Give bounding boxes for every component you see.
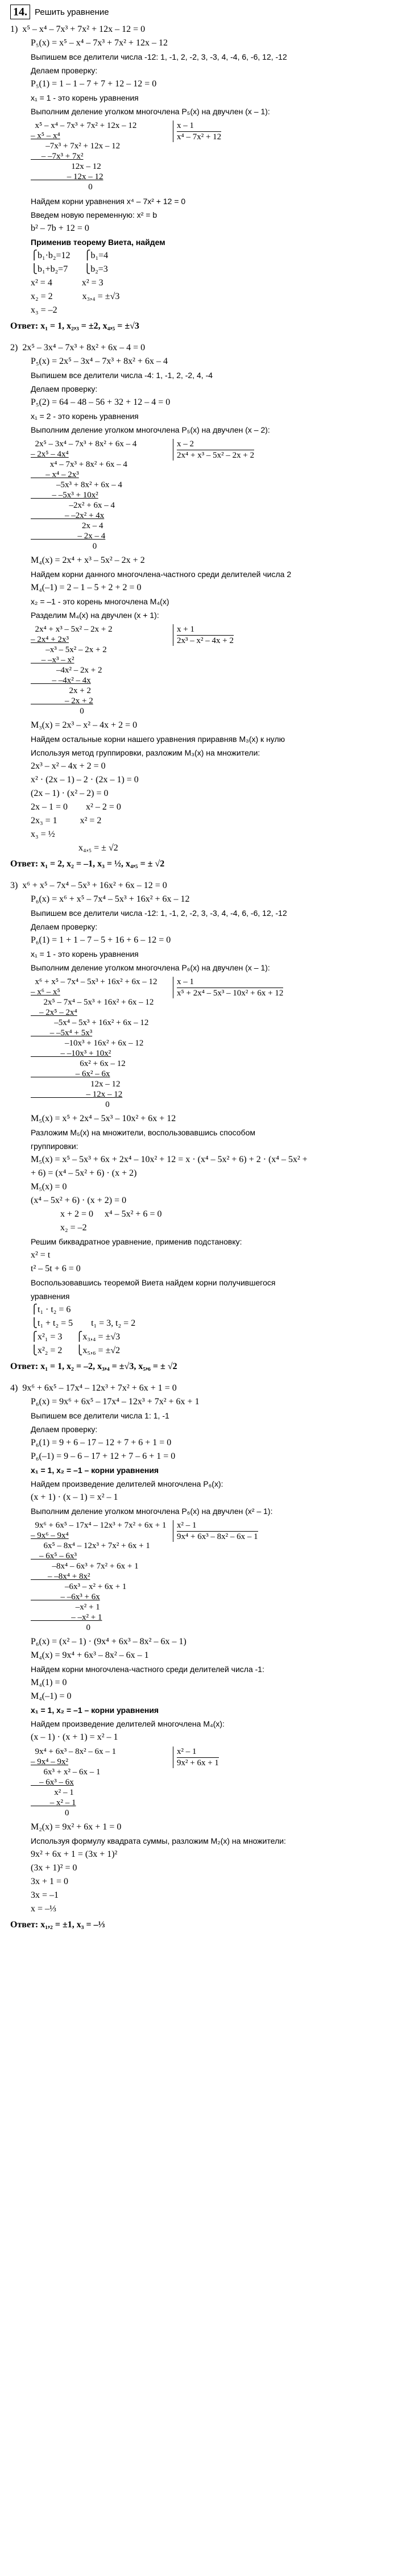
division-step: 2x⁵ – 3x⁴ – 7x³ + 8x² + 6x – 4 bbox=[31, 439, 137, 449]
division-step: – –4x² – 4x bbox=[31, 676, 91, 685]
solution-line: (2x – 1) · (x² – 2) = 0 bbox=[31, 789, 109, 798]
division-step: –5x⁴ – 5x³ + 16x² + 6x – 12 bbox=[31, 1018, 149, 1027]
division-result bbox=[173, 977, 283, 998]
division-step: 0 bbox=[31, 542, 97, 551]
division-step: –8x⁴ – 6x³ + 7x² + 6x + 1 bbox=[31, 1562, 139, 1571]
problem-2 bbox=[10, 341, 388, 876]
problem-equation: 3) x⁶ + x⁵ – 7x⁴ – 5x³ + 16x² + 6x – 12 = 0 bbox=[10, 881, 167, 890]
division-step: – –7x³ + 7x² bbox=[31, 152, 84, 161]
solution-line: P₆(1) = 1 + 1 – 7 – 5 + 16 + 6 – 12 = 0 bbox=[31, 935, 171, 945]
solution-line: x² · (2x – 1) – 2 · (2x – 1) = 0 bbox=[31, 775, 139, 785]
divisor: x – 1 bbox=[177, 977, 283, 988]
problem-answer: Ответ: x₁ = 1, x₂,₃ = ±2, x₄,₅ = ±√3 bbox=[10, 321, 139, 331]
solution-line: P₅(2) = 64 – 48 – 56 + 32 + 12 – 4 = 0 bbox=[31, 397, 171, 407]
division-step: 12x – 12 bbox=[31, 162, 101, 171]
solution-line: Найдем остальные корни нашего уравнения приравняв M₃(x) к нулю bbox=[31, 735, 285, 744]
division-step: 12x – 12 bbox=[31, 1080, 121, 1089]
division-step: 0 bbox=[31, 1808, 69, 1818]
solution-line: Найдем произведение делителей многочлена P₆(x): bbox=[31, 1479, 223, 1488]
solution-line: M₅(x) = x⁵ + 2x⁴ – 5x³ – 10x² + 6x + 12 bbox=[31, 1114, 176, 1123]
solution-line: Делаем проверку: bbox=[31, 66, 98, 75]
solution-line: x₁ = 1 - это корень уравнения bbox=[31, 93, 139, 102]
solution-line: 2x₃ = 1 x² = 2 bbox=[31, 816, 102, 826]
solution-line: x² = t bbox=[31, 1250, 51, 1260]
division-step: – –8x⁴ + 8x² bbox=[31, 1572, 90, 1581]
solution-line: Найдем корни данного многочлена-частного среди делителей числа 2 bbox=[31, 570, 292, 579]
division-step: 2x⁴ + x³ – 5x² – 2x + 2 bbox=[31, 625, 113, 634]
division-step: – x⁵ – x⁴ bbox=[31, 131, 60, 140]
solution-line: P₆(x) = (x² – 1) · (9x⁴ + 6x³ – 8x² – 6x – 1) bbox=[31, 1637, 186, 1646]
problem-equation: 4) 9x⁶ + 6x⁵ – 17x⁴ – 12x³ + 7x² + 6x + 1 = 0 bbox=[10, 1383, 177, 1393]
solution-line: Найдем корни уравнения x⁴ – 7x² + 12 = 0 bbox=[31, 197, 186, 206]
division-step: – 12x – 12 bbox=[31, 1090, 123, 1099]
long-division bbox=[10, 624, 388, 716]
solution-line: x₂ = –2 bbox=[31, 1223, 87, 1233]
division-steps bbox=[31, 121, 173, 192]
solution-line: Используя формулу квадрата суммы, разложим M₂(x) на множители: bbox=[31, 1836, 286, 1845]
solution-line: M₅(x) = 0 bbox=[31, 1182, 67, 1192]
solution-line: (x⁴ – 5x² + 6) · (x + 2) = 0 bbox=[31, 1196, 127, 1205]
problem-equation: 1) x⁵ – x⁴ – 7x³ + 7x² + 12x – 12 = 0 bbox=[10, 24, 146, 34]
solution-line: уравнения bbox=[31, 1292, 70, 1301]
solution-line: Решим биквадратное уравнение, применив подстановку: bbox=[31, 1237, 242, 1246]
solution-line: x₁ = 2 - это корень уравнения bbox=[31, 412, 139, 421]
division-step: 6x³ + x² – 6x – 1 bbox=[31, 1768, 101, 1777]
division-step: 0 bbox=[31, 707, 84, 716]
solution-line: x₁ = 1, x₂ = –1 – корни уравнения bbox=[31, 1466, 159, 1475]
division-step: 2x⁵ – 7x⁴ – 5x³ + 16x² + 6x – 12 bbox=[31, 998, 154, 1007]
problem-3 bbox=[10, 879, 388, 1378]
solution-line: Выпишем все делители числа -12: 1, -1, 2, -2, 3, -3, 4, -4, 6, -6, 12, -12 bbox=[31, 52, 287, 61]
solution-line: x₄,₅ = ± √2 bbox=[31, 843, 118, 853]
division-result bbox=[173, 624, 234, 646]
problem-answer: Ответ: x₁,₂ = ±1, x₃ = –⅓ bbox=[10, 1920, 105, 1930]
solution-line: Применив теорему Виета, найдем bbox=[31, 238, 165, 247]
long-division bbox=[10, 977, 388, 1110]
division-result bbox=[173, 1747, 219, 1768]
solution-line: Воспользовавшись теоремой Виета найдем корни получившегося bbox=[31, 1278, 276, 1287]
divisor: x + 1 bbox=[177, 624, 234, 636]
solution-line: P₅(x) = x⁵ – x⁴ – 7x³ + 7x² + 12x – 12 bbox=[31, 38, 168, 48]
solution-line: 3x + 1 = 0 bbox=[31, 1877, 69, 1886]
solution-line: x = –⅓ bbox=[31, 1904, 57, 1914]
division-step: –7x³ + 7x² + 12x – 12 bbox=[31, 142, 121, 151]
division-step: 6x² + 6x – 12 bbox=[31, 1059, 126, 1068]
solution-line: P₅(1) = 1 – 1 – 7 + 7 + 12 – 12 = 0 bbox=[31, 79, 157, 89]
divisor: x² – 1 bbox=[177, 1520, 258, 1532]
solution-line: 2x³ – x² – 4x + 2 = 0 bbox=[31, 761, 106, 771]
division-step: 9x⁶ + 6x⁵ – 17x⁴ – 12x³ + 7x² + 6x + 1 bbox=[31, 1521, 167, 1530]
solution-line: P₅(x) = 2x⁵ – 3x⁴ – 7x³ + 8x² + 6x – 4 bbox=[31, 356, 168, 366]
division-step: – x⁴ – 2x³ bbox=[31, 470, 79, 479]
quotient: x⁴ – 7x² + 12 bbox=[177, 132, 222, 142]
division-step: –2x² + 6x – 4 bbox=[31, 501, 115, 510]
quotient: 2x³ – x² – 4x + 2 bbox=[177, 636, 234, 645]
problem-answer: Ответ: x₁ = 2, x₂ = –1, x₃ = ½, x₄,₅ = ± √2 bbox=[10, 859, 165, 869]
solution-line: Выполним деление уголком многочлена P₅(x) на двучлен (x – 1): bbox=[31, 107, 270, 116]
solution-line: P₆(x) = 9x⁶ + 6x⁵ – 17x⁴ – 12x³ + 7x² + 6x + 1 bbox=[31, 1397, 200, 1407]
division-step: – 2x⁵ – 2x⁴ bbox=[31, 1008, 77, 1017]
solution-line: (x + 1) · (x – 1) = x² – 1 bbox=[31, 1492, 118, 1502]
solution-line: M₃(x) = 2x³ – x² – 4x + 2 = 0 bbox=[31, 720, 138, 730]
solution-line: x + 2 = 0 x⁴ – 5x² + 6 = 0 bbox=[31, 1209, 162, 1219]
solution-line: Найдем произведение делителей многочлена M₄(x): bbox=[31, 1719, 225, 1728]
division-step: – 6x³ – 6x bbox=[31, 1778, 74, 1787]
division-step: – 9x⁴ – 9x² bbox=[31, 1757, 68, 1766]
division-step: –10x³ + 16x² + 6x – 12 bbox=[31, 1039, 144, 1048]
division-step: – 2x + 2 bbox=[31, 696, 93, 706]
quotient: 2x⁴ + x³ – 5x² – 2x + 2 bbox=[177, 451, 255, 460]
solution-line: ⎩b₁+b₂=7 ⎩b₂=3 bbox=[31, 264, 108, 274]
division-step: – 2x⁵ – 4x⁴ bbox=[31, 450, 69, 459]
division-result bbox=[173, 439, 254, 461]
solution-line: P₆(x) = x⁶ + x⁵ – 7x⁴ – 5x³ + 16x² + 6x – 12 bbox=[31, 894, 190, 904]
solution-line: 2x – 1 = 0 x² – 2 = 0 bbox=[31, 802, 121, 812]
solution-line: M₄(1) = 0 bbox=[31, 1678, 67, 1687]
task-number: 14. bbox=[10, 5, 30, 19]
quotient: 9x⁴ + 6x³ – 8x² – 6x – 1 bbox=[177, 1532, 258, 1541]
solution-line: 9x² + 6x + 1 = (3x + 1)² bbox=[31, 1849, 118, 1859]
division-step: 9x⁴ + 6x³ – 8x² – 6x – 1 bbox=[31, 1747, 117, 1756]
solution-line: x₂ = 2 x₃,₄ = ±√3 bbox=[31, 292, 120, 301]
solution-line: Выпишем все делители числа -12: 1, -1, 2, -2, 3, -3, 4, -4, 6, -6, 12, -12 bbox=[31, 909, 287, 918]
division-step: –4x² – 2x + 2 bbox=[31, 666, 102, 675]
solution-line: Выпишем все делители числа 1: 1, -1 bbox=[31, 1411, 169, 1420]
divisor: x – 1 bbox=[177, 121, 221, 132]
solution-line: + 6) = (x⁴ – 5x² + 6) · (x + 2) bbox=[31, 1168, 137, 1178]
solution-line: ⎧t₁ · t₂ = 6 bbox=[31, 1305, 71, 1314]
task-header bbox=[10, 5, 388, 19]
problem-equation: 2) 2x⁵ – 3x⁴ – 7x³ + 8x² + 6x – 4 = 0 bbox=[10, 343, 146, 352]
solution-line: ⎧b₁·b₂=12 ⎧b₁=4 bbox=[31, 251, 109, 260]
division-step: – 6x⁵ – 6x³ bbox=[31, 1552, 77, 1561]
solution-line: Выполним деление уголком многочлена P₆(x) на двучлен (x – 1): bbox=[31, 963, 270, 972]
division-step: – –10x³ + 10x² bbox=[31, 1049, 111, 1058]
solution-line: (3x + 1)² = 0 bbox=[31, 1863, 77, 1873]
solution-line: Найдем корни многочлена-частного среди делителей числа -1: bbox=[31, 1665, 264, 1674]
division-step: – 2x – 4 bbox=[31, 532, 106, 541]
solution-line: ⎩x²₂ = 2 ⎩x₅,₆ = ±√2 bbox=[31, 1346, 121, 1355]
solution-line: Делаем проверку: bbox=[31, 384, 98, 393]
solution-line: ⎩t₁ + t₂ = 5 t₁ = 3, t₂ = 2 bbox=[31, 1318, 136, 1328]
solution-line: x₁ = 1 - это корень уравнения bbox=[31, 949, 139, 959]
solution-line: ⎧x²₁ = 3 ⎧x₃,₄ = ±√3 bbox=[31, 1332, 121, 1342]
division-step: 0 bbox=[31, 1100, 110, 1109]
division-step: – 2x⁴ + 2x³ bbox=[31, 635, 69, 644]
division-step: x⁴ – 7x³ + 8x² + 6x – 4 bbox=[31, 460, 127, 469]
division-step: – 9x⁶ – 9x⁴ bbox=[31, 1531, 69, 1540]
solution-line: 3x = –1 bbox=[31, 1890, 59, 1900]
division-step: – –x² + 1 bbox=[31, 1613, 102, 1622]
division-result bbox=[173, 1520, 258, 1542]
division-step: 2x + 2 bbox=[31, 686, 91, 695]
division-step: – –5x⁴ + 5x³ bbox=[31, 1028, 93, 1038]
solution-line: t² – 5t + 6 = 0 bbox=[31, 1264, 81, 1274]
solution-line: Разделим M₄(x) на двучлен (x + 1): bbox=[31, 611, 159, 620]
solution-line: Используя метод группировки, разложим M₃(x) на множители: bbox=[31, 748, 260, 757]
division-step: – –6x³ + 6x bbox=[31, 1592, 100, 1602]
solution-line: P₆(1) = 9 + 6 – 17 – 12 + 7 + 6 + 1 = 0 bbox=[31, 1438, 172, 1447]
long-division bbox=[10, 439, 388, 551]
solution-line: Выпишем все делители числа -4: 1, -1, 2, -2, 4, -4 bbox=[31, 371, 213, 380]
division-result bbox=[173, 121, 221, 142]
division-step: –5x³ + 8x² + 6x – 4 bbox=[31, 480, 122, 490]
solution-line: b² – 7b + 12 = 0 bbox=[31, 223, 89, 233]
solution-line: x² = 4 x² = 3 bbox=[31, 278, 103, 288]
divisor: x – 2 bbox=[177, 439, 254, 450]
quotient: 9x² + 6x + 1 bbox=[177, 1758, 219, 1768]
solution-line: x₃ = ½ bbox=[31, 829, 55, 839]
solution-line: M₄(x) = 9x⁴ + 6x³ – 8x² – 6x – 1 bbox=[31, 1650, 149, 1660]
division-step: – –2x² + 4x bbox=[31, 511, 105, 520]
division-steps bbox=[31, 1520, 173, 1633]
division-step: –x² + 1 bbox=[31, 1603, 100, 1612]
solution-line: Разложим M₅(x) на множители, воспользовавшись способом bbox=[31, 1128, 255, 1137]
solution-line: Выполним деление уголком многочлена P₅(x) на двучлен (x – 2): bbox=[31, 425, 270, 434]
solution-line: группировки: bbox=[31, 1142, 78, 1151]
division-step: – x² – 1 bbox=[31, 1798, 76, 1807]
problem-1 bbox=[10, 23, 388, 338]
solution-line: P₆(–1) = 9 – 6 – 17 + 12 + 7 – 6 + 1 = 0 bbox=[31, 1451, 176, 1461]
division-steps bbox=[31, 1747, 173, 1818]
solution-line: Делаем проверку: bbox=[31, 1425, 98, 1434]
solution-line: M₂(x) = 9x² + 6x + 1 = 0 bbox=[31, 1822, 122, 1832]
solution-line: M₅(x) = x⁵ – 5x³ + 6x + 2x⁴ – 10x² + 12 = x · (x⁴ – 5x² + 6) + 2 · (x⁴ – 5x² + bbox=[31, 1155, 308, 1164]
division-steps bbox=[31, 977, 173, 1110]
division-steps bbox=[31, 439, 173, 551]
division-step: – 6x² – 6x bbox=[31, 1069, 110, 1078]
division-step: – 12x – 12 bbox=[31, 172, 103, 181]
division-step: x⁵ – x⁴ – 7x³ + 7x² + 12x – 12 bbox=[31, 121, 137, 130]
division-step: 0 bbox=[31, 1623, 90, 1632]
division-step: 6x⁵ – 8x⁴ – 12x³ + 7x² + 6x + 1 bbox=[31, 1541, 150, 1550]
solution-line: x₃ = –2 bbox=[31, 305, 57, 315]
division-step: –x³ – 5x² – 2x + 2 bbox=[31, 645, 107, 654]
solution-line: Выполним деление уголком многочлена P₆(x) на двучлен (x² – 1): bbox=[31, 1507, 273, 1516]
division-step: –6x³ – x² + 6x + 1 bbox=[31, 1582, 127, 1591]
task-title: Решить уравнение bbox=[35, 7, 109, 17]
division-step: – –x³ – x² bbox=[31, 656, 74, 665]
problems-container bbox=[10, 23, 388, 1936]
solution-line: M₄(–1) = 0 bbox=[31, 1691, 72, 1701]
division-step: – –5x³ + 10x² bbox=[31, 491, 98, 500]
solution-line: M₄(–1) = 2 – 1 – 5 + 2 + 2 = 0 bbox=[31, 583, 142, 592]
division-steps bbox=[31, 624, 173, 716]
solution-line: Делаем проверку: bbox=[31, 922, 98, 931]
solution-line: Введем новую переменную: x² = b bbox=[31, 210, 157, 219]
division-step: x² – 1 bbox=[31, 1788, 74, 1797]
long-division bbox=[10, 121, 388, 192]
quotient: x⁵ + 2x⁴ – 5x³ – 10x² + 6x + 12 bbox=[177, 989, 284, 998]
divisor: x² – 1 bbox=[177, 1747, 219, 1758]
problem-4 bbox=[10, 1382, 388, 1936]
solution-line: (x – 1) · (x + 1) = x² – 1 bbox=[31, 1732, 118, 1742]
long-division bbox=[10, 1520, 388, 1633]
division-step: x⁶ + x⁵ – 7x⁴ – 5x³ + 16x² + 6x – 12 bbox=[31, 977, 157, 986]
division-step: 2x – 4 bbox=[31, 521, 103, 530]
division-step: – x⁶ – x⁵ bbox=[31, 988, 60, 997]
problem-answer: Ответ: x₁ = 1, x₂ = –2, x₃,₄ = ±√3, x₅,₆ = ± √2 bbox=[10, 1362, 177, 1371]
solution-line: x₁ = 1, x₂ = –1 – корни уравнения bbox=[31, 1706, 159, 1715]
division-step: 0 bbox=[31, 182, 93, 192]
solution-line: x₂ = –1 - это корень многочлена M₄(x) bbox=[31, 597, 169, 606]
solution-line: M₄(x) = 2x⁴ + x³ – 5x² – 2x + 2 bbox=[31, 555, 145, 565]
long-division bbox=[10, 1747, 388, 1818]
